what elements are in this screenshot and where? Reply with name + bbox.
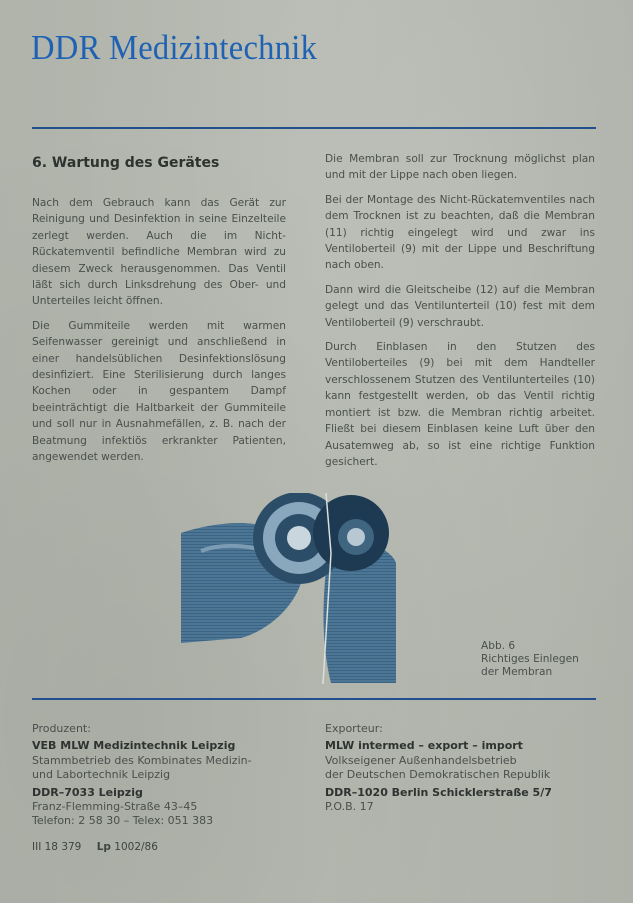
brand-title: DDR Medizintechnik xyxy=(31,28,318,67)
producer-phone: Telefon: 2 58 30 – Telex: 051 383 xyxy=(32,814,214,828)
producer-line: Stammbetrieb des Kombinates Medizin- xyxy=(32,753,252,767)
exporter-line: Volkseigener Außenhandelsbetrieb xyxy=(325,753,517,767)
paragraph: Bei der Montage des Nicht-Rückatemventiles nach dem Trocknen ist zu beachten, daß die Membran (11) richtig eingelegt wird und zwar ins Ventiloberteil (9) mit der Lippe und Beschriftung nach oben. xyxy=(325,193,595,272)
producer-line: und Labortechnik Leipzig xyxy=(32,768,171,782)
producer-block xyxy=(32,722,252,829)
figure-photo-hands-valve xyxy=(181,493,401,684)
exporter-block xyxy=(325,722,552,814)
license-number xyxy=(97,841,158,853)
print-code xyxy=(32,841,158,853)
figure-caption-line: Richtiges Einlegen xyxy=(481,653,579,665)
left-column xyxy=(32,155,286,474)
producer-heading: Produzent: xyxy=(32,722,91,735)
print-code-number: III 18 379 xyxy=(32,841,82,853)
exporter-pob: P.O.B. 17 xyxy=(325,800,374,814)
figure-label: Abb. 6 xyxy=(481,640,516,652)
paragraph: Die Membran soll zur Trocknung möglichst plan und mit der Lippe nach oben liegen. xyxy=(325,153,595,182)
exporter-line: der Deutschen Demokratischen Republik xyxy=(325,768,551,782)
license-value: 1002/86 xyxy=(114,841,158,853)
paragraph: Die Gummiteile werden mit warmen Seifenwasser gereinigt und anschließend in einer handelsüblichen Desinfektionslösung desinfiziert. Eine Sterilisierung durch langes Kochen oder in gespantem Dampf beeinträchtigt die Haltbarkeit der Gummiteile und soll nur in Ausnahmefällen, z. B. nach der Beatmung infektiös erkrankter Patienten, angewendet werden. xyxy=(32,319,286,464)
section-title: 6. Wartung des Gerätes xyxy=(32,155,220,171)
exporter-heading: Exporteur: xyxy=(325,722,383,735)
bottom-divider xyxy=(32,698,596,700)
exporter-city: DDR–1020 Berlin Schicklerstraße 5/7 xyxy=(325,785,552,799)
producer-name: VEB MLW Medizintechnik Leipzig xyxy=(32,739,236,753)
producer-street: Franz-Flemming-Straße 43–45 xyxy=(32,800,198,814)
exporter-name: MLW intermed – export – import xyxy=(325,739,523,753)
paragraph: Nach dem Gebrauch kann das Gerät zur Reinigung und Desinfektion in seine Einzelteile zerlegt werden. Auch die im Nicht-Rückatemventil befindliche Membran wird zu diesem Zweck herausgenommen. Das Ventil läßt sich durch Linksdrehung des Ober- und Unterteiles leicht öffnen. xyxy=(32,197,286,308)
paragraph: Dann wird die Gleitscheibe (12) auf die Membran gelegt und das Ventilunterteil (10) fest mit dem Ventiloberteil (9) verschraubt. xyxy=(325,283,595,329)
figure-caption xyxy=(481,640,579,679)
hands-membrane-illustration xyxy=(181,493,401,684)
producer-city: DDR–7033 Leipzig xyxy=(32,785,143,799)
license-prefix: Lp xyxy=(96,841,111,853)
paragraph: Durch Einblasen in den Stutzen des Ventiloberteiles (9) bei mit dem Handteller verschlossenem Stutzen des Ventilunterteiles (10) kann festgestellt werden, ob das Ventil richtig montiert ist bzw. die Membran richtig arbeitet. Fließt bei diesem Einblasen keine Luft über den Ausatemweg ab, so ist eine richtige Funktion gesichert. xyxy=(325,341,595,468)
right-column xyxy=(325,151,595,478)
top-divider xyxy=(32,127,596,129)
figure-caption-line: der Membran xyxy=(481,666,553,678)
